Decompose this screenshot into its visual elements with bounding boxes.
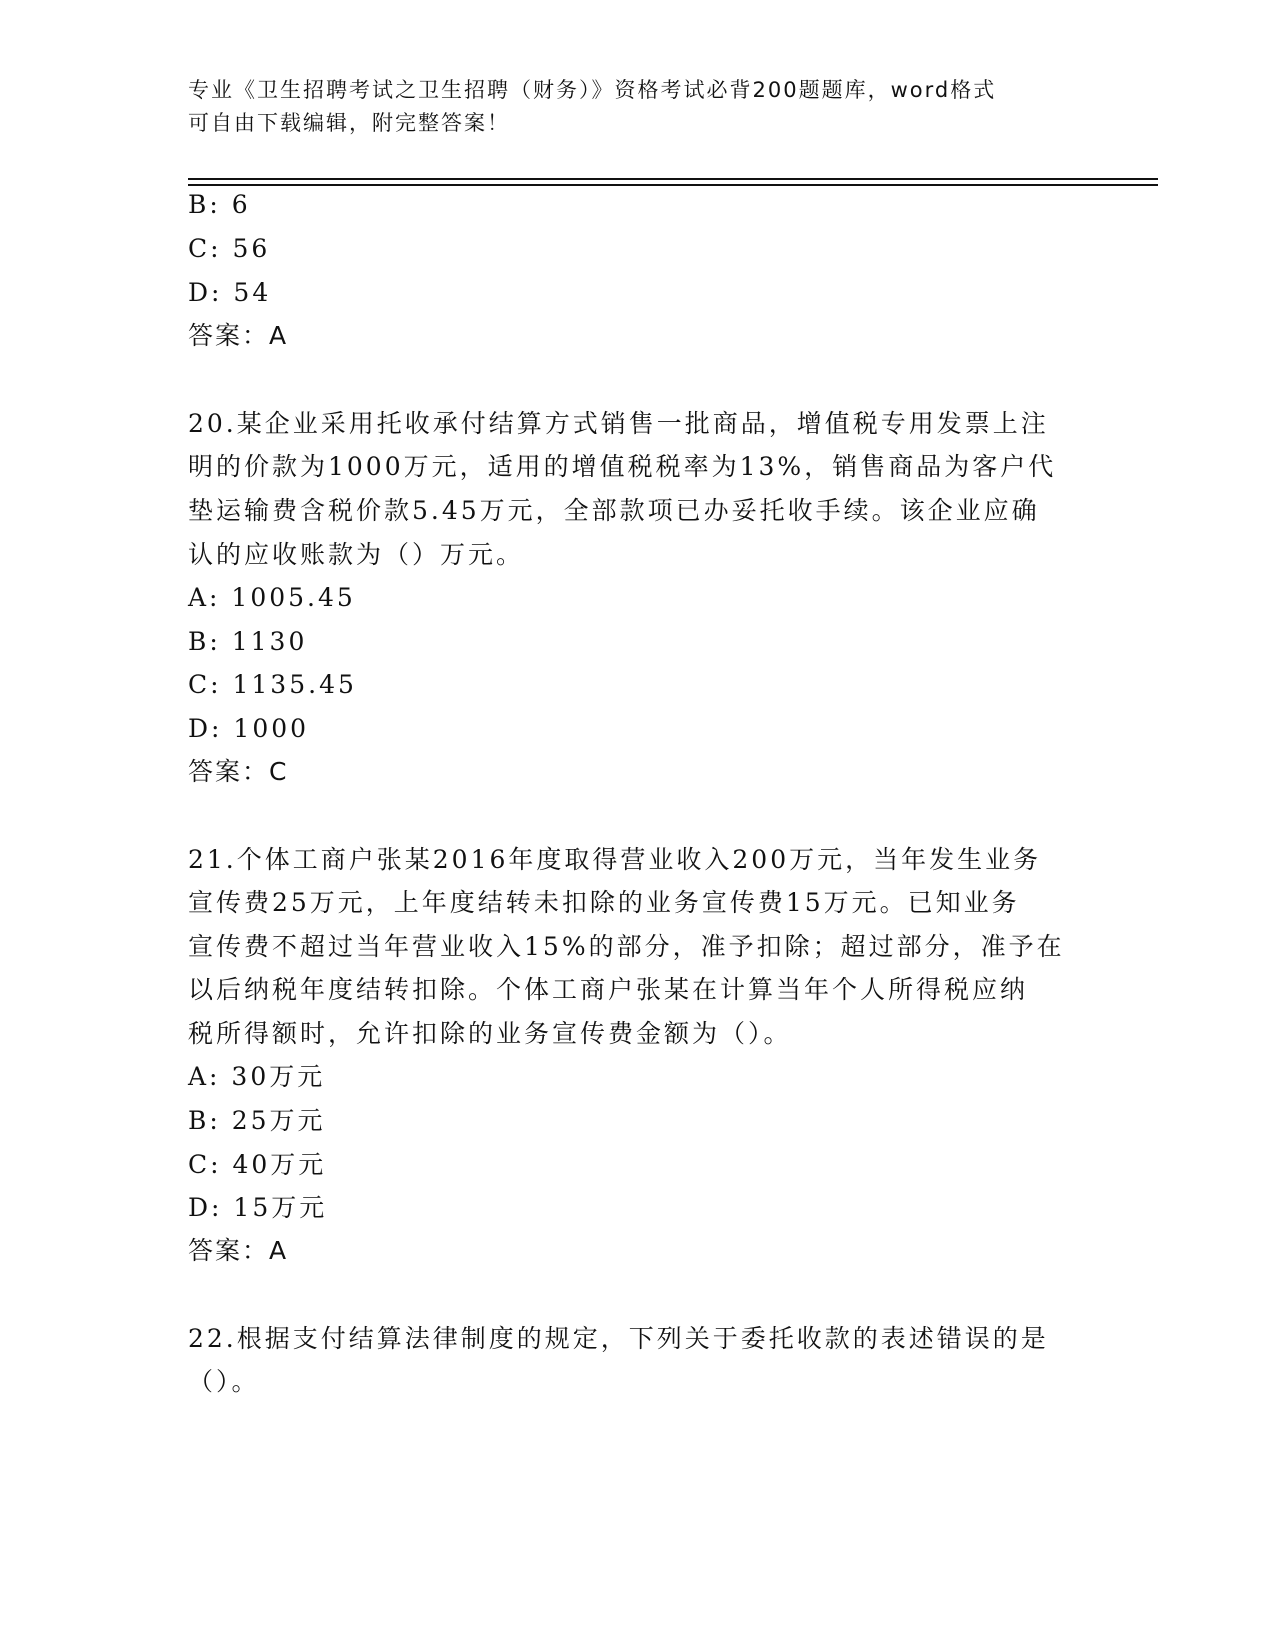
q19-option-d: D: 54 [188,278,272,307]
q20-option-b: B: 1130 [188,627,308,656]
header-line-1: 专业《卫生招聘考试之卫生招聘（财务）》资格考试必背200题题库，word格式 [188,78,997,102]
header-divider [188,178,1158,180]
document-header [188,74,1068,140]
q21-stem-line-1: 21.个体工商户张某2016年度取得营业收入200万元，当年发生业务 [188,845,1042,874]
q21-option-a: A: 30万元 [188,1062,326,1091]
q20-stem-line-2: 明的价款为1000万元，适用的增值税税率为13%，销售商品为客户代 [188,452,1057,481]
header-line-2: 可自由下载编辑，附完整答案！ [188,111,510,135]
q20-answer: 答案：C [188,757,289,786]
q21-stem-line-2: 宣传费25万元，上年度结转未扣除的业务宣传费15万元。已知业务 [188,888,1020,917]
q20-option-a: A: 1005.45 [188,583,356,612]
q20-option-c: C: 1135.45 [188,670,357,699]
q20-stem-line-3: 垫运输费含税价款5.45万元，全部款项已办妥托收手续。该企业应确 [188,496,1040,525]
q19-option-b: B: 6 [188,190,251,219]
q21-option-d: D: 15万元 [188,1193,328,1222]
q19-answer: 答案：A [188,321,289,350]
q20-stem-line-4: 认的应收账款为（）万元。 [188,540,525,569]
q21-option-b: B: 25万元 [188,1106,326,1135]
q22-stem-line-2: （）。 [188,1367,260,1396]
q21-stem-line-4: 以后纳税年度结转扣除。个体工商户张某在计算当年个人所得税应纳 [188,975,1029,1004]
q19-option-c: C: 56 [188,234,271,263]
q21-stem-line-5: 税所得额时，允许扣除的业务宣传费金额为（）。 [188,1019,792,1048]
q21-stem-line-3: 宣传费不超过当年营业收入15%的部分，准予扣除；超过部分，准予在 [188,932,1065,961]
q22-stem-line-1: 22.根据支付结算法律制度的规定，下列关于委托收款的表述错误的是 [188,1324,1049,1353]
q21-option-c: C: 40万元 [188,1150,327,1179]
q20-option-d: D: 1000 [188,714,310,743]
header-divider-secondary [188,184,1158,186]
q20-stem-line-1: 20.某企业采用托收承付结算方式销售一批商品，增值税专用发票上注 [188,409,1049,438]
q21-answer: 答案：A [188,1236,289,1265]
